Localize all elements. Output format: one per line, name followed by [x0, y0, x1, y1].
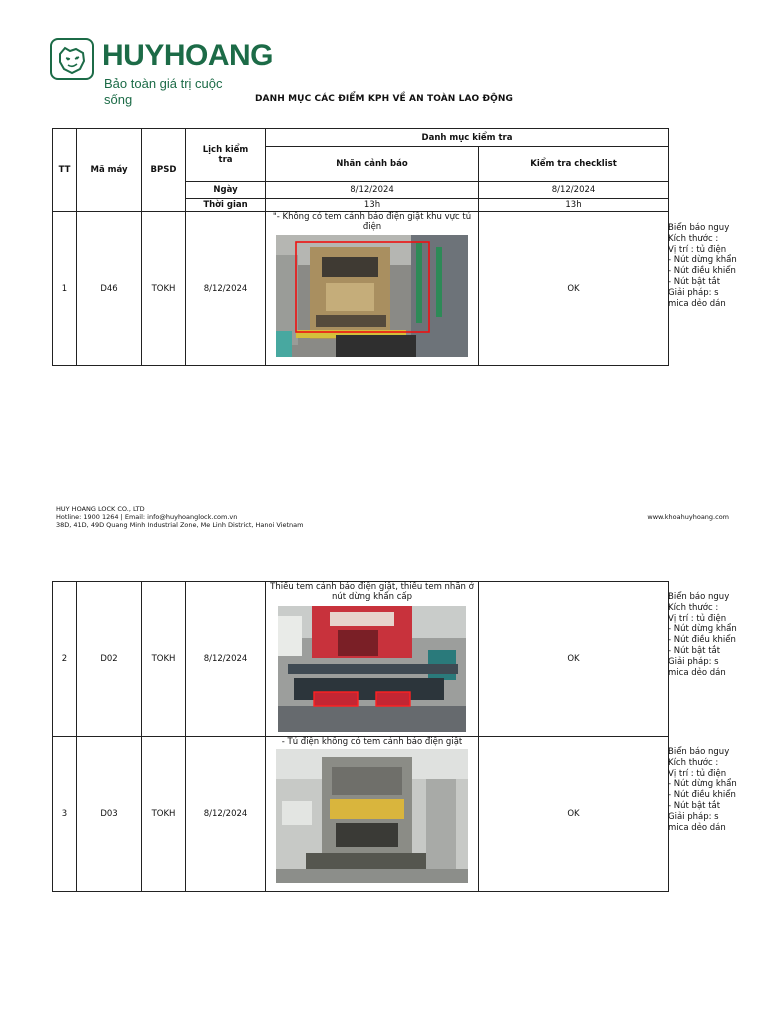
header-ngay-value: 8/12/2024: [266, 182, 479, 199]
footer-contact: Hotline: 1900 1264 | Email: info@huyhoanglock.com.vn: [56, 513, 238, 521]
row-checklist: OK: [479, 582, 669, 737]
header-thoi-gian-value: 13h: [479, 199, 669, 212]
inspection-table-page-1: [52, 128, 669, 366]
footer-company: HUY HOANG LOCK CO., LTD: [56, 505, 145, 513]
row-tt: 3: [53, 737, 77, 892]
row-label-cell: [266, 212, 479, 366]
table-row: [53, 737, 669, 892]
row-description: "- Không có tem cảnh báo điện giật khu vực tủ điện: [272, 212, 472, 232]
row-bpsd: TOKH: [142, 212, 186, 366]
row-ma-may: D02: [77, 582, 142, 737]
header-thoi-gian-value: 13h: [266, 199, 479, 212]
brand-name: HUYHOANG: [102, 39, 274, 72]
header-thoi-gian: Thời gian: [186, 199, 266, 212]
row-notes: Biển báo nguy Kích thước : Vị trí : tủ điện - Nút dừng khẩn - Nút điều khiển - Nút bật tắt Giải pháp: s mica dẻo dán: [668, 592, 737, 678]
tiger-head-icon: [50, 38, 94, 80]
row-checklist: OK: [479, 737, 669, 892]
row-date: 8/12/2024: [186, 212, 266, 366]
row-tt: 1: [53, 212, 77, 366]
table-row: [53, 212, 669, 366]
document-title: DANH MỤC CÁC ĐIỂM KPH VỀ AN TOÀN LAO ĐỘNG: [254, 94, 514, 104]
row-ma-may: D03: [77, 737, 142, 892]
row-date: 8/12/2024: [186, 582, 266, 737]
header-ngay: Ngày: [186, 182, 266, 199]
footer-website: www.khoahuyhoang.com: [647, 513, 729, 521]
company-logo: [50, 36, 274, 107]
header-lich-kiem-tra: Lịch kiểm tra: [186, 129, 266, 182]
header-danh-muc: Danh mục kiểm tra: [266, 129, 669, 147]
row-notes: Biển báo nguy Kích thước : Vị trí : tủ điện - Nút dừng khẩn - Nút điều khiển - Nút bật tắt Giải pháp: s mica dẻo dán: [668, 747, 737, 833]
header-bpsd: BPSD: [142, 129, 186, 212]
machine-photo: [278, 606, 466, 732]
row-notes: Biển báo nguy Kích thước : Vị trí : tủ điện - Nút dừng khẩn - Nút điều khiển - Nút bật tắt Giải pháp: s mica dẻo dán: [668, 223, 737, 309]
table-row: [53, 582, 669, 737]
header-ngay-value: 8/12/2024: [479, 182, 669, 199]
row-label-cell: [266, 582, 479, 737]
row-ma-may: D46: [77, 212, 142, 366]
row-bpsd: TOKH: [142, 582, 186, 737]
header-nhan-canh-bao: Nhãn cảnh báo: [266, 147, 479, 182]
row-description: - Tủ điện không có tem cảnh báo điện giật: [281, 737, 463, 747]
header-ma-may: Mã máy: [77, 129, 142, 212]
inspection-table-page-2: [52, 581, 669, 892]
row-checklist: OK: [479, 212, 669, 366]
row-date: 8/12/2024: [186, 737, 266, 892]
machine-photo: [276, 235, 468, 357]
machine-photo: [276, 749, 468, 883]
header-tt: TT: [53, 129, 77, 212]
footer-address: 38D, 41D, 49D Quang Minh Industrial Zone, Me Linh District, Hanoi Vietnam: [56, 521, 304, 529]
row-description: Thiếu tem cảnh báo điện giật, thiếu tem nhãn ở nút dừng khẩn cấp: [270, 582, 474, 602]
row-label-cell: [266, 737, 479, 892]
row-bpsd: TOKH: [142, 737, 186, 892]
row-tt: 2: [53, 582, 77, 737]
brand-tagline: Bảo toàn giá trị cuộc sống: [104, 76, 223, 107]
header-kiem-tra-checklist: Kiểm tra checklist: [479, 147, 669, 182]
page-footer: [56, 505, 303, 529]
